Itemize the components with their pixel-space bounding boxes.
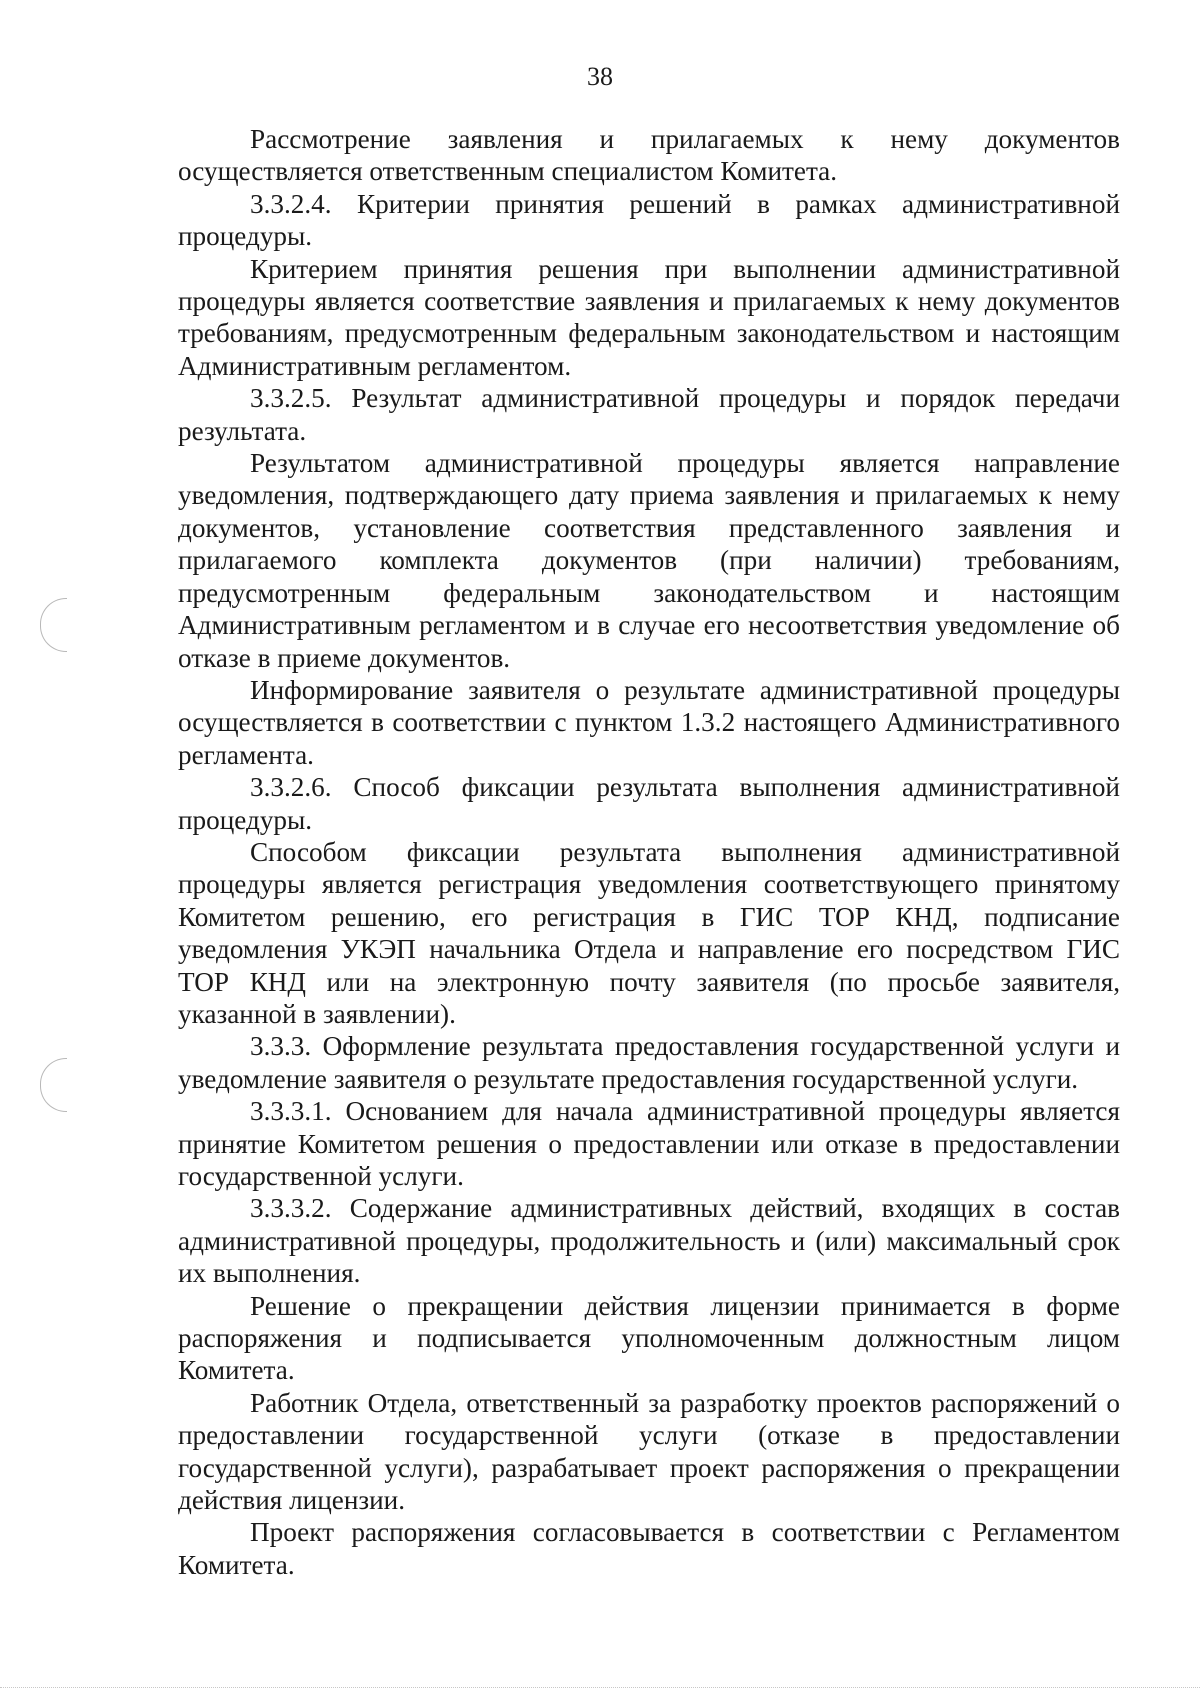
paragraph: Рассмотрение заявления и прилагаемых к нему документов осуществляется ответственным специалистом Комитета. xyxy=(178,124,1120,187)
section-heading: 3.3.2.5. Результат административной процедуры и порядок передачи результата. xyxy=(178,383,1120,446)
paragraph: Критерием принятия решения при выполнении административной процедуры является соответствие заявления и прилагаемых к нему документов требованиям, предусмотренным федеральным законодательством и настоящим Административным регламентом. xyxy=(178,253,1120,381)
paragraph: Проект распоряжения согласовывается в соответствии с Регламентом Комитета. xyxy=(178,1517,1120,1580)
paragraph: Результатом административной процедуры является направление уведомления, подтверждающего дату приема заявления и прилагаемых к нему документов, установление соответствия представленного заявления и прилагаемого комплекта документов (при наличии) требованиям, предусмотренным федеральным законодательством и настоящим Административным регламентом и в случае его несоответствия уведомление об отказе в приеме документов. xyxy=(178,448,1120,673)
section-heading: 3.3.3.1. Основанием для начала административной процедуры является принятие Комитетом решения о предоставлении или отказе в предоставлении государственной услуги. xyxy=(178,1096,1120,1191)
document-body xyxy=(178,123,1120,1581)
section-heading: 3.3.2.6. Способ фиксации результата выполнения административной процедуры. xyxy=(178,772,1120,835)
paragraph: Информирование заявителя о результате административной процедуры осуществляется в соответствии с пунктом 1.3.2 настоящего Административного регламента. xyxy=(178,674,1120,770)
paragraph: Решение о прекращении действия лицензии принимается в форме распоряжения и подписывается уполномоченным должностным лицом Комитета. xyxy=(178,1290,1120,1386)
section-heading: 3.3.3.2. Содержание административных действий, входящих в состав административной процедуры, продолжительность и (или) максимальный срок их выполнения. xyxy=(178,1193,1120,1289)
scan-edge-line xyxy=(0,1687,1200,1688)
section-heading: 3.3.2.4. Критерии принятия решений в рамках административной процедуры. xyxy=(178,188,1120,252)
page-number: 38 xyxy=(587,62,613,91)
section-heading: 3.3.3. Оформление результата предоставления государственной услуги и уведомление заявителя о результате предоставления государственной услуги. xyxy=(178,1031,1120,1094)
punch-hole-mark xyxy=(40,1058,67,1112)
paragraph: Работник Отдела, ответственный за разработку проектов распоряжений о предоставлении государственной услуги (отказе в предоставлении государственной услуги), разрабатывает проект распоряжения о прекращении действия лицензии. xyxy=(178,1387,1120,1516)
paragraph: Способом фиксации результата выполнения административной процедуры является регистрация уведомления соответствующего принятому Комитетом решению, его регистрация в ГИС ТОР КНД, подписание уведомления УКЭП начальника Отдела и направление его посредством ГИС ТОР КНД или на электронную почту заявителя (по просьбе заявителя, указанной в заявлении). xyxy=(178,836,1120,1029)
punch-hole-mark xyxy=(40,598,67,652)
